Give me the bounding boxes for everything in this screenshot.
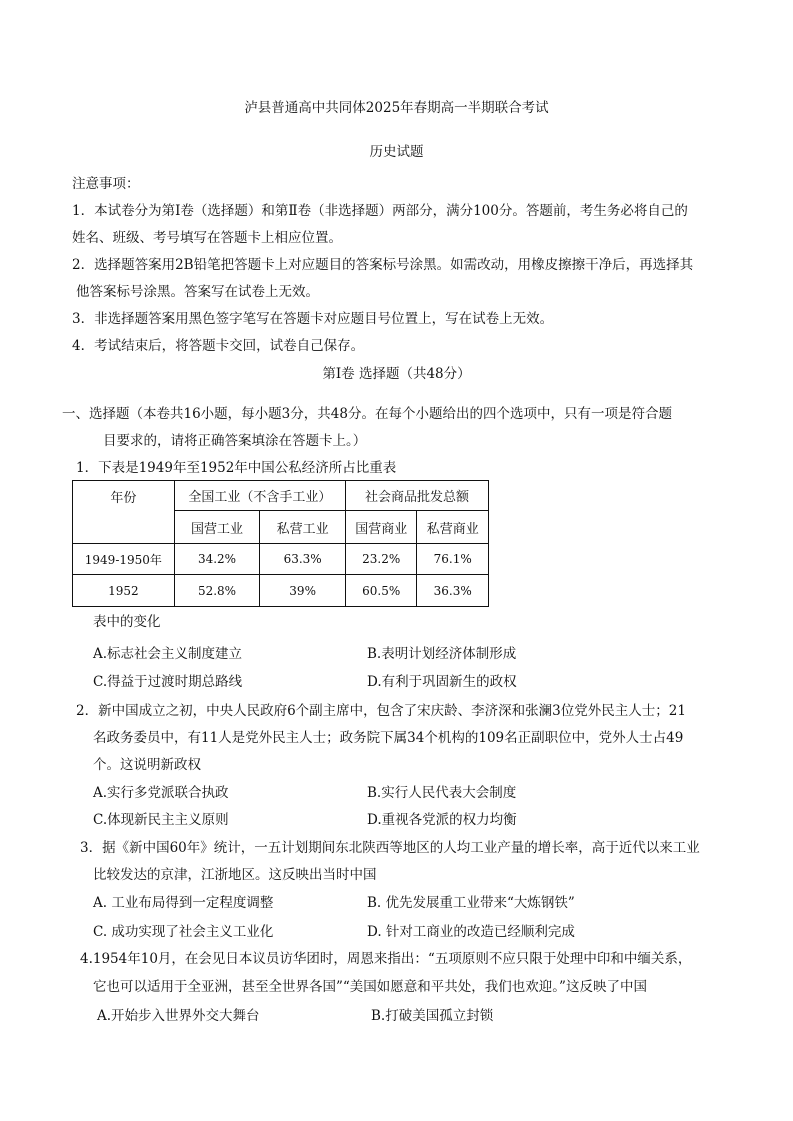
table-row: [73, 544, 489, 575]
option-a: A. 工业布局得到一定程度调整: [93, 895, 274, 911]
option-d: D. 针对工商业的改造已经顺利完成: [367, 924, 575, 940]
notice-line: 3．非选择题答案用黑色签字笔写在答题卡对应题目号位置上，写在试卷上无效。: [72, 311, 554, 327]
table-subheader: 国营商业: [345, 511, 417, 544]
notice-line: 2．选择题答案用2B铅笔把答题卡上对应题目的答案标号涂黑。如需改动，用橡皮擦擦干净后，再选择其: [72, 257, 694, 273]
option-d: D.有利于巩固新生的政权: [367, 674, 517, 690]
table-subheader: 私营工业: [260, 511, 346, 544]
table-row: [73, 575, 489, 607]
table-header-commerce: 社会商品批发总额: [345, 481, 488, 511]
table-cell-year: 1952: [73, 575, 175, 607]
q1-table: [72, 480, 489, 607]
section-title: 第Ⅰ卷 选择题（共48分）: [322, 366, 471, 382]
option-c: C. 成功实现了社会主义工业化: [93, 924, 274, 940]
q4-line: 它也可以适用于全亚洲，甚至全世界各国”“美国如愿意和平共处，我们也欢迎。”这反映了中国: [93, 979, 647, 995]
option-b: B.打破美国孤立封锁: [371, 1008, 494, 1024]
option-b: B.实行人民代表大会制度: [367, 785, 517, 801]
table-cell: 23.2%: [345, 544, 417, 575]
part-intro: 一、选择题（本卷共16小题，每小题3分，共48分。在每个小题给出的四个选项中，只有一项是符合题: [62, 406, 672, 422]
notice-line: 他答案标号涂黑。答案写在试卷上无效。: [76, 284, 319, 300]
table-cell: 63.3%: [260, 544, 346, 575]
option-d: D.重视各党派的权力均衡: [367, 812, 517, 828]
table-cell: 52.8%: [174, 575, 260, 607]
table-cell: 39%: [260, 575, 346, 607]
table-header-year: 年份: [73, 481, 175, 544]
q1-after: 表中的变化: [93, 614, 161, 630]
table-header-industry: 全国工业（不含手工业）: [174, 481, 345, 511]
q1-stem: 1．下表是1949年至1952年中国公私经济所占比重表: [76, 460, 397, 476]
exam-title: 泸县普通高中共同体2025年春期高一半期联合考试: [244, 100, 549, 116]
option-a: A.标志社会主义制度建立: [93, 646, 243, 662]
notice-line: 1．本试卷分为第Ⅰ卷（选择题）和第Ⅱ卷（非选择题）两部分，满分100分。答题前，考生务必将自己的: [72, 203, 688, 219]
q2-line: 2．新中国成立之初，中央人民政府6个副主席中，包含了宋庆龄、李济深和张澜3位党外民主人士；21: [76, 703, 686, 719]
q3-line: 比较发达的京津，江浙地区。这反映出当时中国: [93, 867, 377, 883]
part-intro: 目要求的，请将正确答案填涂在答题卡上。）: [103, 433, 367, 449]
q2-line: 名政务委员中，有11人是党外民主人士；政务院下属34个机构的109名正副职位中，党外人士占49: [93, 730, 684, 746]
notice-line: 姓名、班级、考号填写在答题卡上相应位置。: [72, 230, 342, 246]
table-subheader: 私营商业: [417, 511, 489, 544]
option-a: A.开始步入世界外交大舞台: [97, 1008, 260, 1024]
q3-line: 3．据《新中国60年》统计，一五计划期间东北陕西等地区的人均工业产量的增长率，高于近代以来工业: [80, 840, 700, 856]
option-c: C.体现新民主主义原则: [93, 812, 229, 828]
q2-line: 个。这说明新政权: [93, 757, 201, 773]
notice-line: 4．考试结束后，将答题卡交回，试卷自己保存。: [72, 338, 365, 354]
subject-title: 历史试题: [369, 144, 424, 160]
table-cell: 36.3%: [417, 575, 489, 607]
table-cell: 76.1%: [417, 544, 489, 575]
option-b: B. 优先发展重工业带来“大炼钢铁”: [367, 895, 575, 911]
table-cell: 34.2%: [174, 544, 260, 575]
option-b: B.表明计划经济体制形成: [367, 646, 517, 662]
option-a: A.实行多党派联合执政: [93, 785, 229, 801]
table-subheader: 国营工业: [174, 511, 260, 544]
table-cell: 60.5%: [345, 575, 417, 607]
option-c: C.得益于过渡时期总路线: [93, 674, 243, 690]
table-cell-year: 1949-1950年: [73, 544, 175, 575]
q4-line: 4.1954年10月，在会见日本议员访华团时，周恩来指出：“五项原则不应只限于处理中印和中缅关系，: [80, 951, 692, 967]
notice-heading: 注意事项：: [72, 176, 140, 192]
